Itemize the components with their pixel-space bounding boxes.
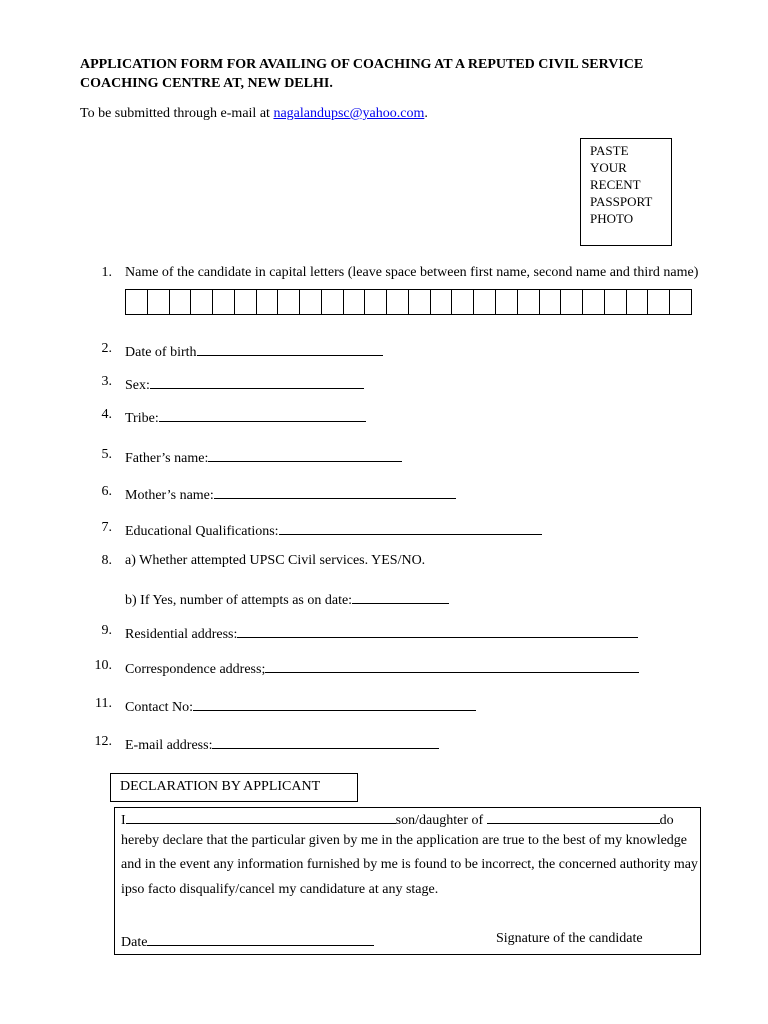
name-letter-cell[interactable] bbox=[452, 290, 474, 314]
signature-label: Signature of the candidate bbox=[496, 931, 643, 946]
field-number: 10. bbox=[94, 658, 112, 673]
name-letter-cell[interactable] bbox=[170, 290, 192, 314]
field-number: 6. bbox=[101, 484, 112, 499]
declaration-name-input-line[interactable] bbox=[126, 809, 396, 824]
name-letter-cell[interactable] bbox=[148, 290, 170, 314]
declaration-text-line-2: hereby declare that the particular given by me in the application are true to the best of my knowledge bbox=[121, 833, 688, 848]
name-letter-cell[interactable] bbox=[344, 290, 366, 314]
submission-prefix: To be submitted through e-mail at bbox=[80, 106, 274, 121]
name-letter-cell[interactable] bbox=[409, 290, 431, 314]
form-title-line-2: COACHING CENTRE AT, NEW DELHI. bbox=[80, 76, 333, 91]
submission-email-link[interactable]: nagalandupsc@yahoo.com bbox=[273, 106, 425, 121]
name-letter-cell[interactable] bbox=[278, 290, 300, 314]
name-letter-grid[interactable] bbox=[125, 289, 692, 315]
field-label: b) If Yes, number of attempts as on date: bbox=[125, 593, 353, 608]
field-label: E-mail address: bbox=[125, 738, 213, 753]
submission-note bbox=[80, 106, 428, 122]
declaration-date-input-line[interactable] bbox=[147, 931, 374, 946]
field-number: 11. bbox=[95, 696, 112, 711]
name-letter-cell[interactable] bbox=[257, 290, 279, 314]
name-letter-cell[interactable] bbox=[213, 290, 235, 314]
name-letter-cell[interactable] bbox=[365, 290, 387, 314]
declaration-parent-input-line[interactable] bbox=[487, 809, 660, 824]
name-letter-cell[interactable] bbox=[387, 290, 409, 314]
fathers-name-input-line[interactable] bbox=[208, 447, 402, 462]
contact-no-input-line[interactable] bbox=[193, 696, 476, 711]
name-letter-cell[interactable] bbox=[474, 290, 496, 314]
declaration-do-label: do bbox=[659, 813, 674, 828]
name-letter-cell[interactable] bbox=[518, 290, 540, 314]
name-letter-cell[interactable] bbox=[561, 290, 583, 314]
name-letter-cell[interactable] bbox=[431, 290, 453, 314]
field-number: 3. bbox=[101, 374, 112, 389]
field-label: Sex: bbox=[125, 378, 150, 393]
declaration-heading: DECLARATION BY APPLICANT bbox=[110, 773, 358, 802]
field-label: Tribe: bbox=[125, 411, 159, 426]
educational-qualifications-input-line[interactable] bbox=[279, 520, 542, 535]
field-label: Name of the candidate in capital letters (leave space between first name, second name and third name) bbox=[125, 265, 699, 280]
name-letter-cell[interactable] bbox=[648, 290, 670, 314]
form-title-line-1: APPLICATION FORM FOR AVAILING OF COACHING AT A REPUTED CIVIL SERVICE bbox=[80, 57, 644, 72]
field-number: 7. bbox=[101, 520, 112, 535]
field-label: Correspondence address; bbox=[125, 662, 266, 677]
field-number: 12. bbox=[94, 734, 112, 749]
name-letter-cell[interactable] bbox=[496, 290, 518, 314]
name-letter-cell[interactable] bbox=[605, 290, 627, 314]
name-letter-cell[interactable] bbox=[670, 290, 691, 314]
declaration-date-row bbox=[121, 931, 374, 951]
field-label: Educational Qualifications: bbox=[125, 524, 279, 539]
field-label: Residential address: bbox=[125, 627, 238, 642]
field-number: 2. bbox=[101, 341, 112, 356]
email-address-input-line[interactable] bbox=[212, 734, 439, 749]
declaration-son-daughter-label: son/daughter of bbox=[395, 813, 487, 828]
name-letter-cell[interactable] bbox=[126, 290, 148, 314]
field-label: Mother’s name: bbox=[125, 488, 214, 503]
photo-box-line: PASTE bbox=[590, 143, 629, 158]
name-letter-cell[interactable] bbox=[235, 290, 257, 314]
residential-address-input-line[interactable] bbox=[237, 623, 638, 638]
mothers-name-input-line[interactable] bbox=[214, 484, 456, 499]
field-label: Date of birth bbox=[125, 345, 197, 360]
declaration-name-line bbox=[121, 809, 674, 829]
declaration-date-label: Date bbox=[121, 935, 148, 950]
field-label: Contact No: bbox=[125, 700, 194, 715]
declaration-i-label: I bbox=[121, 813, 126, 828]
name-letter-cell[interactable] bbox=[322, 290, 344, 314]
correspondence-address-input-line[interactable] bbox=[265, 658, 639, 673]
sex-input-line[interactable] bbox=[150, 374, 364, 389]
name-letter-cell[interactable] bbox=[191, 290, 213, 314]
declaration-text-line-4: ipso facto disqualify/cancel my candidature at any stage. bbox=[121, 882, 439, 897]
field-label: Father’s name: bbox=[125, 451, 209, 466]
name-letter-cell[interactable] bbox=[627, 290, 649, 314]
form-title bbox=[80, 55, 643, 93]
field-number: 1. bbox=[101, 265, 112, 280]
photo-box-line: RECENT bbox=[590, 177, 641, 192]
date-of-birth-input-line[interactable] bbox=[197, 341, 383, 356]
name-letter-cell[interactable] bbox=[540, 290, 562, 314]
declaration-box bbox=[114, 807, 701, 955]
field-label: a) Whether attempted UPSC Civil services. YES/NO. bbox=[125, 553, 426, 568]
name-letter-cell[interactable] bbox=[583, 290, 605, 314]
photo-box-line: PHOTO bbox=[590, 211, 634, 226]
name-letter-cell[interactable] bbox=[300, 290, 322, 314]
photo-box-line: PASSPORT bbox=[590, 194, 653, 209]
photo-box-line: YOUR bbox=[590, 160, 627, 175]
attempts-input-line[interactable] bbox=[352, 589, 449, 604]
passport-photo-box[interactable] bbox=[580, 138, 672, 246]
field-number: 4. bbox=[101, 407, 112, 422]
tribe-input-line[interactable] bbox=[159, 407, 366, 422]
submission-suffix: . bbox=[424, 106, 428, 121]
field-number: 8. bbox=[101, 553, 112, 568]
field-number: 9. bbox=[101, 623, 112, 638]
field-number: 5. bbox=[101, 447, 112, 462]
declaration-text-line-3: and in the event any information furnished by me is found to be incorrect, the concerned authority may bbox=[121, 857, 698, 872]
